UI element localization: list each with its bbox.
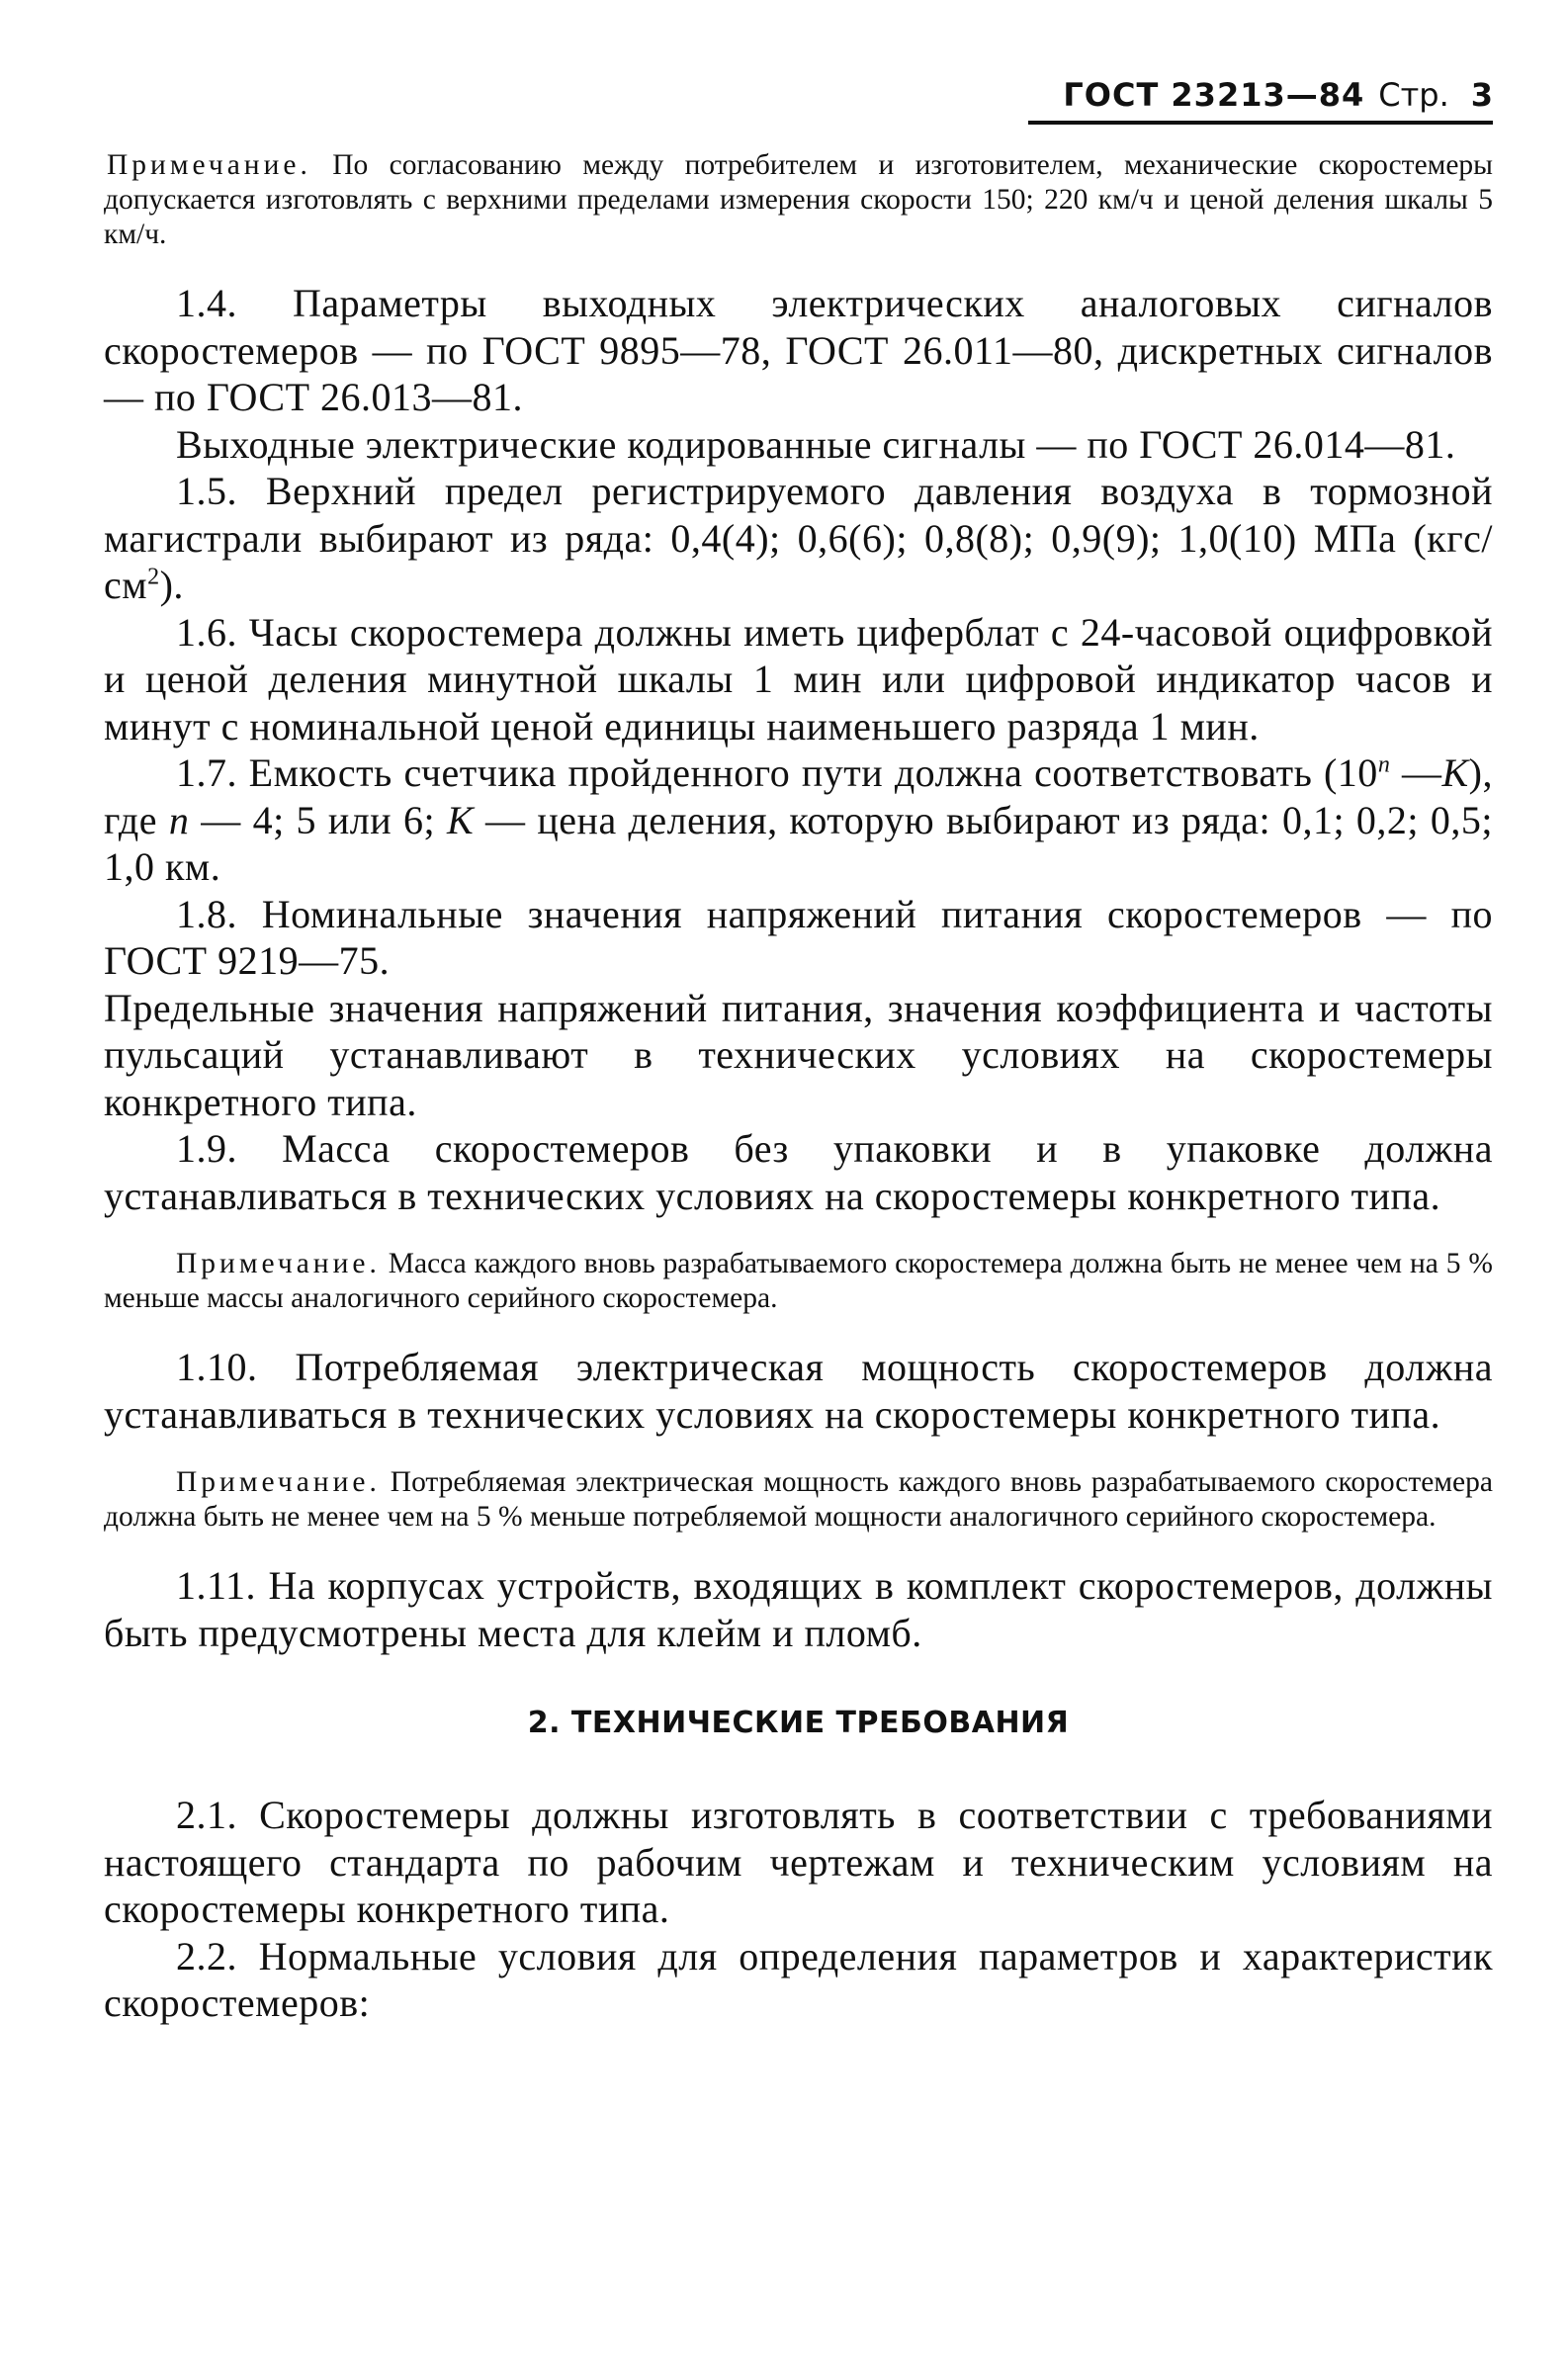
clause-text: Часы скоростемера должны иметь циферблат с 24-часовой оцифровкой и ценой деления минутной шкалы 1 мин или цифровой индикатор часов и минут с номинальной ценой единицы наименьшего разряда 1 мин.: [104, 609, 1493, 748]
clause-1-10: [104, 1344, 1493, 1438]
clause-1-9: [104, 1125, 1493, 1219]
clause-number: 1.8.: [176, 891, 237, 936]
note-text: По согласованию между потребителем и изготовителем, механические скоростемеры допускается изготовлять с верхними пределами измерения скорости 150; 220 км/ч и ценой деления шкалы 5 км/ч.: [104, 149, 1493, 250]
header-rule: [1028, 121, 1493, 125]
note-1-9: [104, 1247, 1493, 1316]
clause-1-5: [104, 468, 1493, 609]
clause-text-tail: ).: [159, 563, 184, 607]
clause-number: 1.9.: [176, 1126, 237, 1171]
clause-1-8-paragraph-2: [104, 985, 1493, 1126]
clause-number: 1.4.: [176, 281, 237, 325]
clause-text: — 4; 5 или 6;: [189, 797, 447, 842]
clause-text: Масса скоростемеров без упаковки и в упаковке должна устанавливаться в технических условиях на скоростемеры конкретного типа.: [104, 1126, 1494, 1218]
symbol-k: K: [446, 797, 475, 842]
clause-1-4-paragraph-2: [104, 421, 1493, 469]
superscript-n: n: [1377, 751, 1391, 778]
symbol-n: n: [168, 797, 190, 842]
document-body: [104, 148, 1493, 2027]
note-label: Примечание.: [176, 1466, 381, 1498]
clause-2-2: [104, 1933, 1493, 2027]
clause-text: Верхний предел регистрируемого давления воздуха в тормозной магистрали выбирают из ряда: 0,4(4); 0,6(6); 0,8(8); 0,9(9); 1,0(10) МПа (кгс/см: [104, 469, 1493, 607]
clause-2-1: [104, 1792, 1493, 1933]
note-1-3: [104, 148, 1493, 252]
note-1-10: [104, 1465, 1493, 1535]
note-text: Масса каждого вновь разрабатываемого скоростемера должна быть не менее чем на 5 % меньше массы аналогичного серийного скоростемера.: [104, 1248, 1494, 1314]
page-header: [989, 69, 1493, 121]
clause-text: ), где: [104, 750, 1493, 842]
clause-text: Выходные электрические кодированные сигналы — по ГОСТ 26.014—81.: [176, 421, 1456, 467]
clause-text: Скоростемеры должны изготовлять в соответствии с требованиями настоящего стандарта по рабочим чертежам и техническим условиям на скоростемеры конкретного типа.: [104, 1793, 1494, 1931]
clause-number: 1.5.: [176, 469, 237, 513]
page-number: 3: [1470, 76, 1493, 114]
clause-text: — цена деления, которую выбирают из ряда: 0,1; 0,2; 0,5; 1,0 км.: [104, 797, 1493, 889]
clause-1-4: [104, 280, 1493, 421]
standard-number: ГОСТ 23213—84: [1063, 76, 1365, 114]
clause-1-11: [104, 1562, 1493, 1656]
clause-text: Предельные значения напряжений питания, значения коэффициента и частоты пульсаций устанавливают в технических условиях на скоростемеры конкретного типа.: [104, 985, 1493, 1124]
clause-text: На корпусах устройств, входящих в комплект скоростемеров, должны быть предусмотрены места для клейм и пломб.: [104, 1563, 1493, 1655]
clause-text: Нормальные условия для определения параметров и характеристик скоростемеров:: [104, 1933, 1494, 2025]
clause-1-7: [104, 749, 1493, 891]
note-label: Примечание.: [107, 149, 311, 181]
page-label: Стр.: [1378, 76, 1449, 114]
superscript: 2: [147, 564, 160, 590]
clause-1-8: [104, 891, 1493, 985]
clause-text: —: [1390, 750, 1442, 795]
clause-number: 1.10.: [176, 1345, 258, 1389]
clause-number: 2.2.: [176, 1933, 237, 1978]
clause-number: 1.7.: [176, 750, 237, 795]
clause-text: Параметры выходных электрических аналоговых сигналов скоростемеров — по ГОСТ 9895—78, ГОСТ 26.011—80, дискретных сигналов — по ГОСТ 26.013—81.: [104, 281, 1494, 419]
clause-text: Емкость счетчика пройденного пути должна соответствовать (10: [248, 750, 1378, 795]
symbol-k: K: [1441, 750, 1469, 795]
clause-text: Номинальные значения напряжений питания скоростемеров — по ГОСТ 9219—75.: [104, 891, 1493, 983]
clause-1-6: [104, 609, 1493, 750]
note-label: Примечание.: [176, 1248, 381, 1279]
note-text: Потребляемая электрическая мощность каждого вновь разрабатываемого скоростемера должна быть не менее чем на 5 % меньше потребляемой мощности аналогичного серийного скоростемера.: [104, 1466, 1493, 1533]
section-title: 2. ТЕХНИЧЕСКИЕ ТРЕБОВАНИЯ: [527, 1706, 1070, 1740]
clause-number: 1.11.: [176, 1563, 257, 1608]
clause-number: 1.6.: [176, 609, 237, 655]
clause-number: 2.1.: [176, 1793, 237, 1837]
clause-text: Потребляемая электрическая мощность скоростемеров должна устанавливаться в технических условиях на скоростемеры конкретного типа.: [104, 1345, 1494, 1437]
